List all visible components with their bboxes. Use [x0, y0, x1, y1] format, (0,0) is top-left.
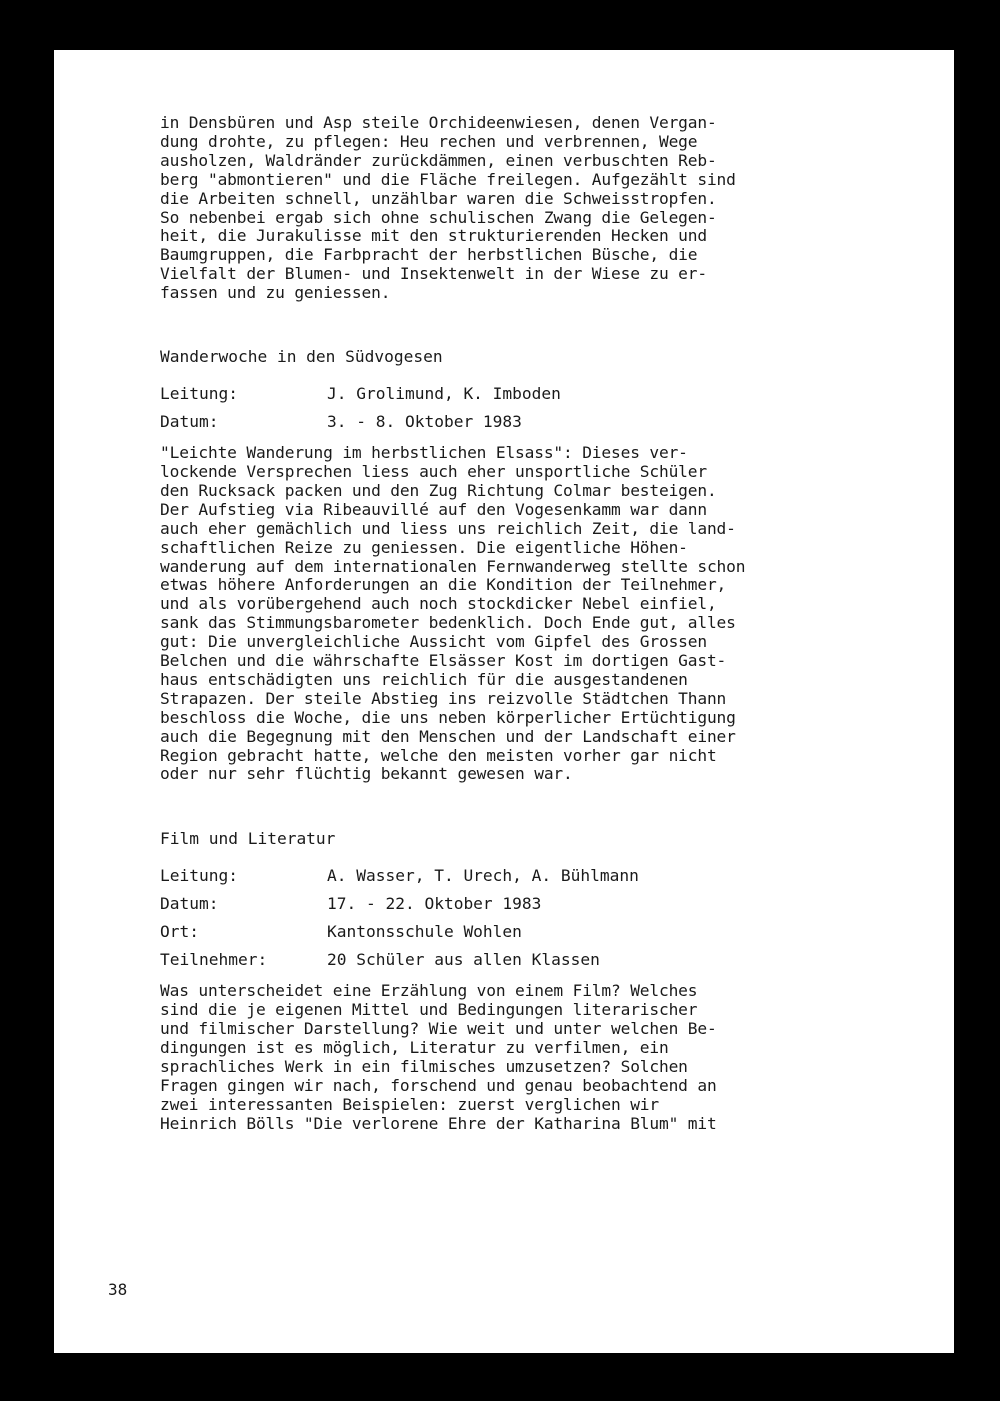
meta-value: J. Grolimund, K. Imboden: [327, 384, 561, 404]
document-page: [54, 50, 954, 1353]
meta-label: Leitung:: [160, 866, 238, 886]
page-content: [160, 114, 860, 1134]
page-number: 38: [108, 1280, 128, 1299]
meta-value: 3. - 8. Oktober 1983: [327, 412, 522, 432]
meta-value: Kantonsschule Wohlen: [327, 922, 522, 942]
section-body-wanderwoche: "Leichte Wanderung im herbstlichen Elsass": Dieses ver- lockende Versprechen liess auch eher unsportliche Schüler den Rucksack packen und den Zug Richtung Colmar besteigen. Der Aufstieg via Ribeauvillé auf den Vogesenkamm war dann auch eher gemächlich und liess uns reichlich Zeit, die land- schaftlichen Reize zu geniessen. Die eigentliche Höhen- wanderung auf dem internationalen Fernwanderweg stellte schon etwas höhere Anforderungen an die Kondition der Teilnehmer, und als vorübergehend auch noch stockdicker Nebel einfiel, sank das Stimmungsbarometer bedenklich. Doch Ende gut, alles gut: Die unvergleichliche Aussicht vom Gipfel des Grossen Belchen und die währschafte Elsässer Kost im dortigen Gast- haus entschädigten uns reichlich für die ausgestandenen Strapazen. Der steile Abstieg ins reizvolle Städtchen Thann beschloss die Woche, die uns neben körperlicher Ertüchtigung auch die Begegnung mit den Menschen und der Landschaft einer Region gebracht hatte, welche den meisten vorher gar nicht oder nur sehr flüchtig bekannt gewesen war.: [160, 443, 746, 784]
section-body-film-literatur: Was unterscheidet eine Erzählung von einem Film? Welches sind die je eigenen Mittel und Bedingungen literarischer und filmischer Darstellung? Wie weit und unter welchen Be- dingungen ist es möglich, Literatur zu verfilmen, ein sprachliches Werk in ein filmisches umzusetzen? Solchen Fragen gingen wir nach, forschend und genau beobachtend an zwei interessanten Beispielen: zuerst verglichen wir Heinrich Bölls "Die verlorene Ehre der Katharina Blum" mit: [160, 981, 717, 1133]
meta-label: Datum:: [160, 894, 219, 914]
meta-label: Teilnehmer:: [160, 950, 268, 970]
meta-row-leitung: [160, 866, 860, 894]
meta-row-leitung: [160, 384, 860, 412]
meta-row-teilnehmer: [160, 950, 860, 978]
meta-value: 20 Schüler aus allen Klassen: [327, 950, 600, 970]
meta-row-ort: [160, 922, 860, 950]
meta-label: Datum:: [160, 412, 219, 432]
meta-label: Ort:: [160, 922, 199, 942]
section-title-wanderwoche: Wanderwoche in den Südvogesen: [160, 347, 443, 367]
meta-value: 17. - 22. Oktober 1983: [327, 894, 542, 914]
intro-paragraph: in Densbüren und Asp steile Orchideenwiesen, denen Vergan- dung drohte, zu pflegen: Heu rechen und verbrennen, Wege ausholzen, Waldränder zurückdämmen, einen verbuschten Reb- berg "abmontieren" und die Fläche freilegen. Aufgezählt sind die Arbeiten schnell, unzählbar waren die Schweisstropfen. So nebenbei ergab sich ohne schulischen Zwang die Gelegen- heit, die Jurakulisse mit den strukturierenden Hecken und Baumgruppen, die Farbpracht der herbstlichen Büsche, die Vielfalt der Blumen- und Insektenwelt in der Wiese zu er- fassen und zu geniessen.: [160, 113, 736, 303]
meta-row-datum: [160, 894, 860, 922]
meta-value: A. Wasser, T. Urech, A. Bühlmann: [327, 866, 639, 886]
section-title-film-literatur: Film und Literatur: [160, 829, 336, 849]
meta-row-datum: [160, 412, 860, 440]
meta-label: Leitung:: [160, 384, 238, 404]
